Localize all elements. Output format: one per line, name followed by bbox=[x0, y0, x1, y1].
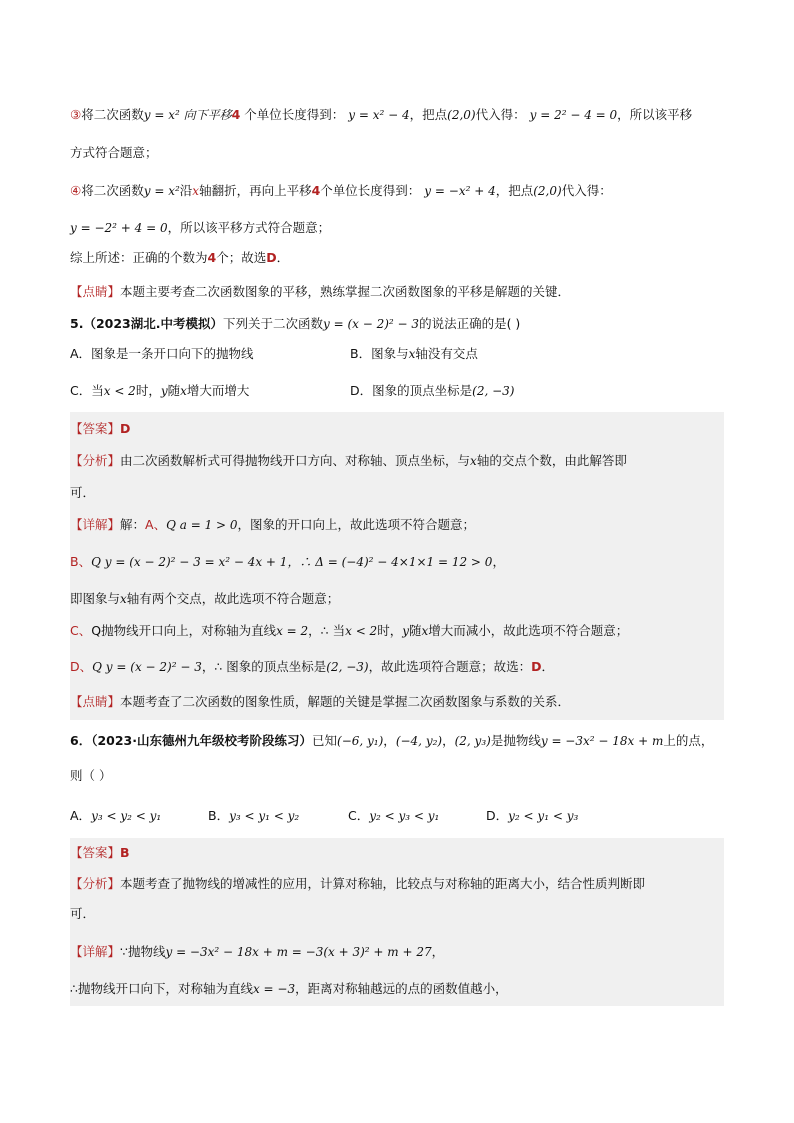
q6-detail-2: ∴抛物线开口向下，对称轴为直线x = −3，距离对称轴越远的点的函数值越小， bbox=[70, 981, 508, 996]
q5-detail-3: 即图象与x轴有两个交点，故此选项不符合题意； bbox=[70, 591, 340, 606]
q5-detail-4: C、Q抛物线开口向上，对称轴为直线x = 2，∴ 当x < 2时，y随x增大而减小，故此选项不符合题意； bbox=[70, 623, 629, 638]
q6-detail-1: 【详解】∵抛物线y = −3x² − 18x + m = −3(x + 3)² + m + 27， bbox=[70, 944, 445, 959]
q6-number: 6． bbox=[70, 733, 92, 748]
q5-detail-1: 【详解】解：A、Q a = 1 > 0，图象的开口向上，故此选项不符合题意； bbox=[70, 517, 476, 532]
prev-dianjing: 【点睛】本题主要考查二次函数图象的平移，熟练掌握二次函数图象的平移是解题的关键． bbox=[70, 284, 571, 299]
q5-stem: 5.（2023湖北.中考模拟）下列关于二次函数y = (x − 2)² − 3的说法正确的是( ) bbox=[70, 316, 521, 331]
q5-analysis-cont: 可． bbox=[70, 485, 96, 500]
item3-cont: 方式符合题意； bbox=[70, 145, 158, 160]
q5-answer: 【答案】D bbox=[70, 421, 131, 436]
q6-option-d: D．y₂ < y₁ < y₃ bbox=[486, 808, 579, 823]
q5-option-d: D．图象的顶点坐标是(2, −3) bbox=[350, 383, 515, 398]
q6-option-a: A．y₃ < y₂ < y₁ bbox=[70, 808, 162, 823]
item4-prefix: ④ bbox=[70, 183, 82, 198]
item4-line: ④将二次函数y = x²沿x轴翻折，再向上平移4个单位长度得到： y = −x² + 4，把点(2,0)代入得： bbox=[70, 183, 612, 198]
q5-detail-2: B、Q y = (x − 2)² − 3 = x² − 4x + 1，∴ Δ = (−4)² − 4×1×1 = 12 > 0， bbox=[70, 554, 505, 569]
q6-analysis: 【分析】本题考查了抛物线的增减性的应用，计算对称轴，比较点与对称轴的距离大小，结合性质判断即 bbox=[70, 876, 646, 891]
q5-option-c: C．当x < 2时，y随x增大而增大 bbox=[70, 383, 250, 398]
q5-dianjing: 【点睛】本题考查了二次函数的图象性质，解题的关键是掌握二次函数图象与系数的关系． bbox=[70, 694, 571, 709]
q6-option-b: B．y₃ < y₁ < y₂ bbox=[208, 808, 300, 823]
summary-line: 综上所述：正确的个数为4个；故选D． bbox=[70, 250, 290, 265]
q6-source: （2023·山东德州九年级校考阶段练习） bbox=[91, 733, 312, 748]
q5-source: （2023湖北.中考模拟） bbox=[83, 316, 223, 331]
q6-answer: 【答案】B bbox=[70, 845, 130, 860]
dianjing-tag: 【点睛】 bbox=[70, 284, 121, 299]
q6-stem-cont: 则（ ） bbox=[70, 768, 112, 783]
q6-option-c: C．y₂ < y₃ < y₁ bbox=[348, 808, 440, 823]
q5-analysis: 【分析】由二次函数解析式可得抛物线开口方向、对称轴、顶点坐标，与x轴的交点个数，由此解答即 bbox=[70, 453, 627, 468]
q5-detail-5: D、Q y = (x − 2)² − 3，∴ 图象的顶点坐标是(2, −3)，故此选项符合题意；故选：D． bbox=[70, 659, 555, 674]
q5-number: 5. bbox=[70, 316, 84, 331]
q5-option-a: A．图象是一条开口向下的抛物线 bbox=[70, 346, 254, 361]
item3-prefix: ③ bbox=[70, 107, 82, 122]
q5-option-b: B．图象与x轴没有交点 bbox=[350, 346, 478, 361]
item3-line: ③将二次函数y = x² 向下平移4 个单位长度得到： y = x² − 4，把点(2,0)代入得： y = 2² − 4 = 0，所以该平移 bbox=[70, 107, 693, 122]
q6-analysis-cont: 可． bbox=[70, 906, 96, 921]
q6-stem: 6．（2023·山东德州九年级校考阶段练习）已知(−6, y₁)，(−4, y₂)，(2, y₃)是抛物线y = −3x² − 18x + m上的点， bbox=[70, 733, 714, 748]
item4-cont: y = −2² + 4 = 0，所以该平移方式符合题意； bbox=[70, 220, 331, 235]
